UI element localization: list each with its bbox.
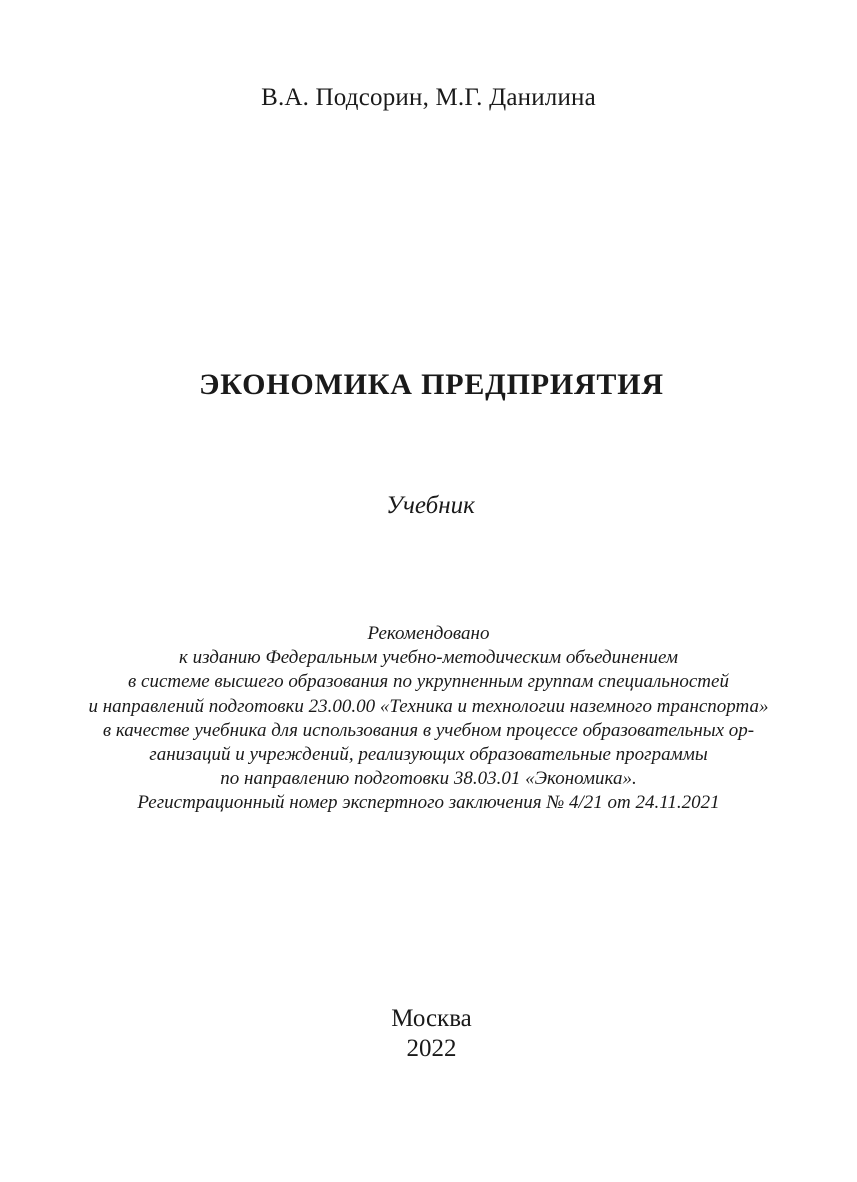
recommendation-line: по направлению подготовки 38.03.01 «Экономика». — [220, 768, 637, 790]
recommendation-line: в системе высшего образования по укрупненным группам специальностей — [128, 671, 729, 693]
book-subtitle: Учебник — [386, 492, 475, 519]
recommendation-block — [60, 622, 797, 816]
recommendation-line: ганизаций и учреждений, реализующих образовательные программы — [149, 744, 708, 766]
book-title: ЭКОНОМИКА ПРЕДПРИЯТИЯ — [199, 368, 664, 401]
recommendation-line: Рекомендовано — [367, 623, 490, 644]
publication-year: 2022 — [406, 1035, 457, 1062]
recommendation-line: к изданию Федеральным учебно-методическим объединением — [178, 647, 679, 669]
publication-city: Москва — [391, 1005, 472, 1032]
recommendation-line: и направлений подготовки 23.00.00 «Техника и технологии наземного транспорта» — [88, 695, 769, 717]
authors: В.А. Подсорин, М.Г. Данилина — [261, 84, 596, 111]
recommendation-line: в качестве учебника для использования в учебном процессе образовательных ор- — [102, 719, 755, 741]
imprint — [0, 1004, 857, 1064]
recommendation-line: Регистрационный номер экспертного заключения № 4/21 от 24.11.2021 — [137, 792, 720, 814]
